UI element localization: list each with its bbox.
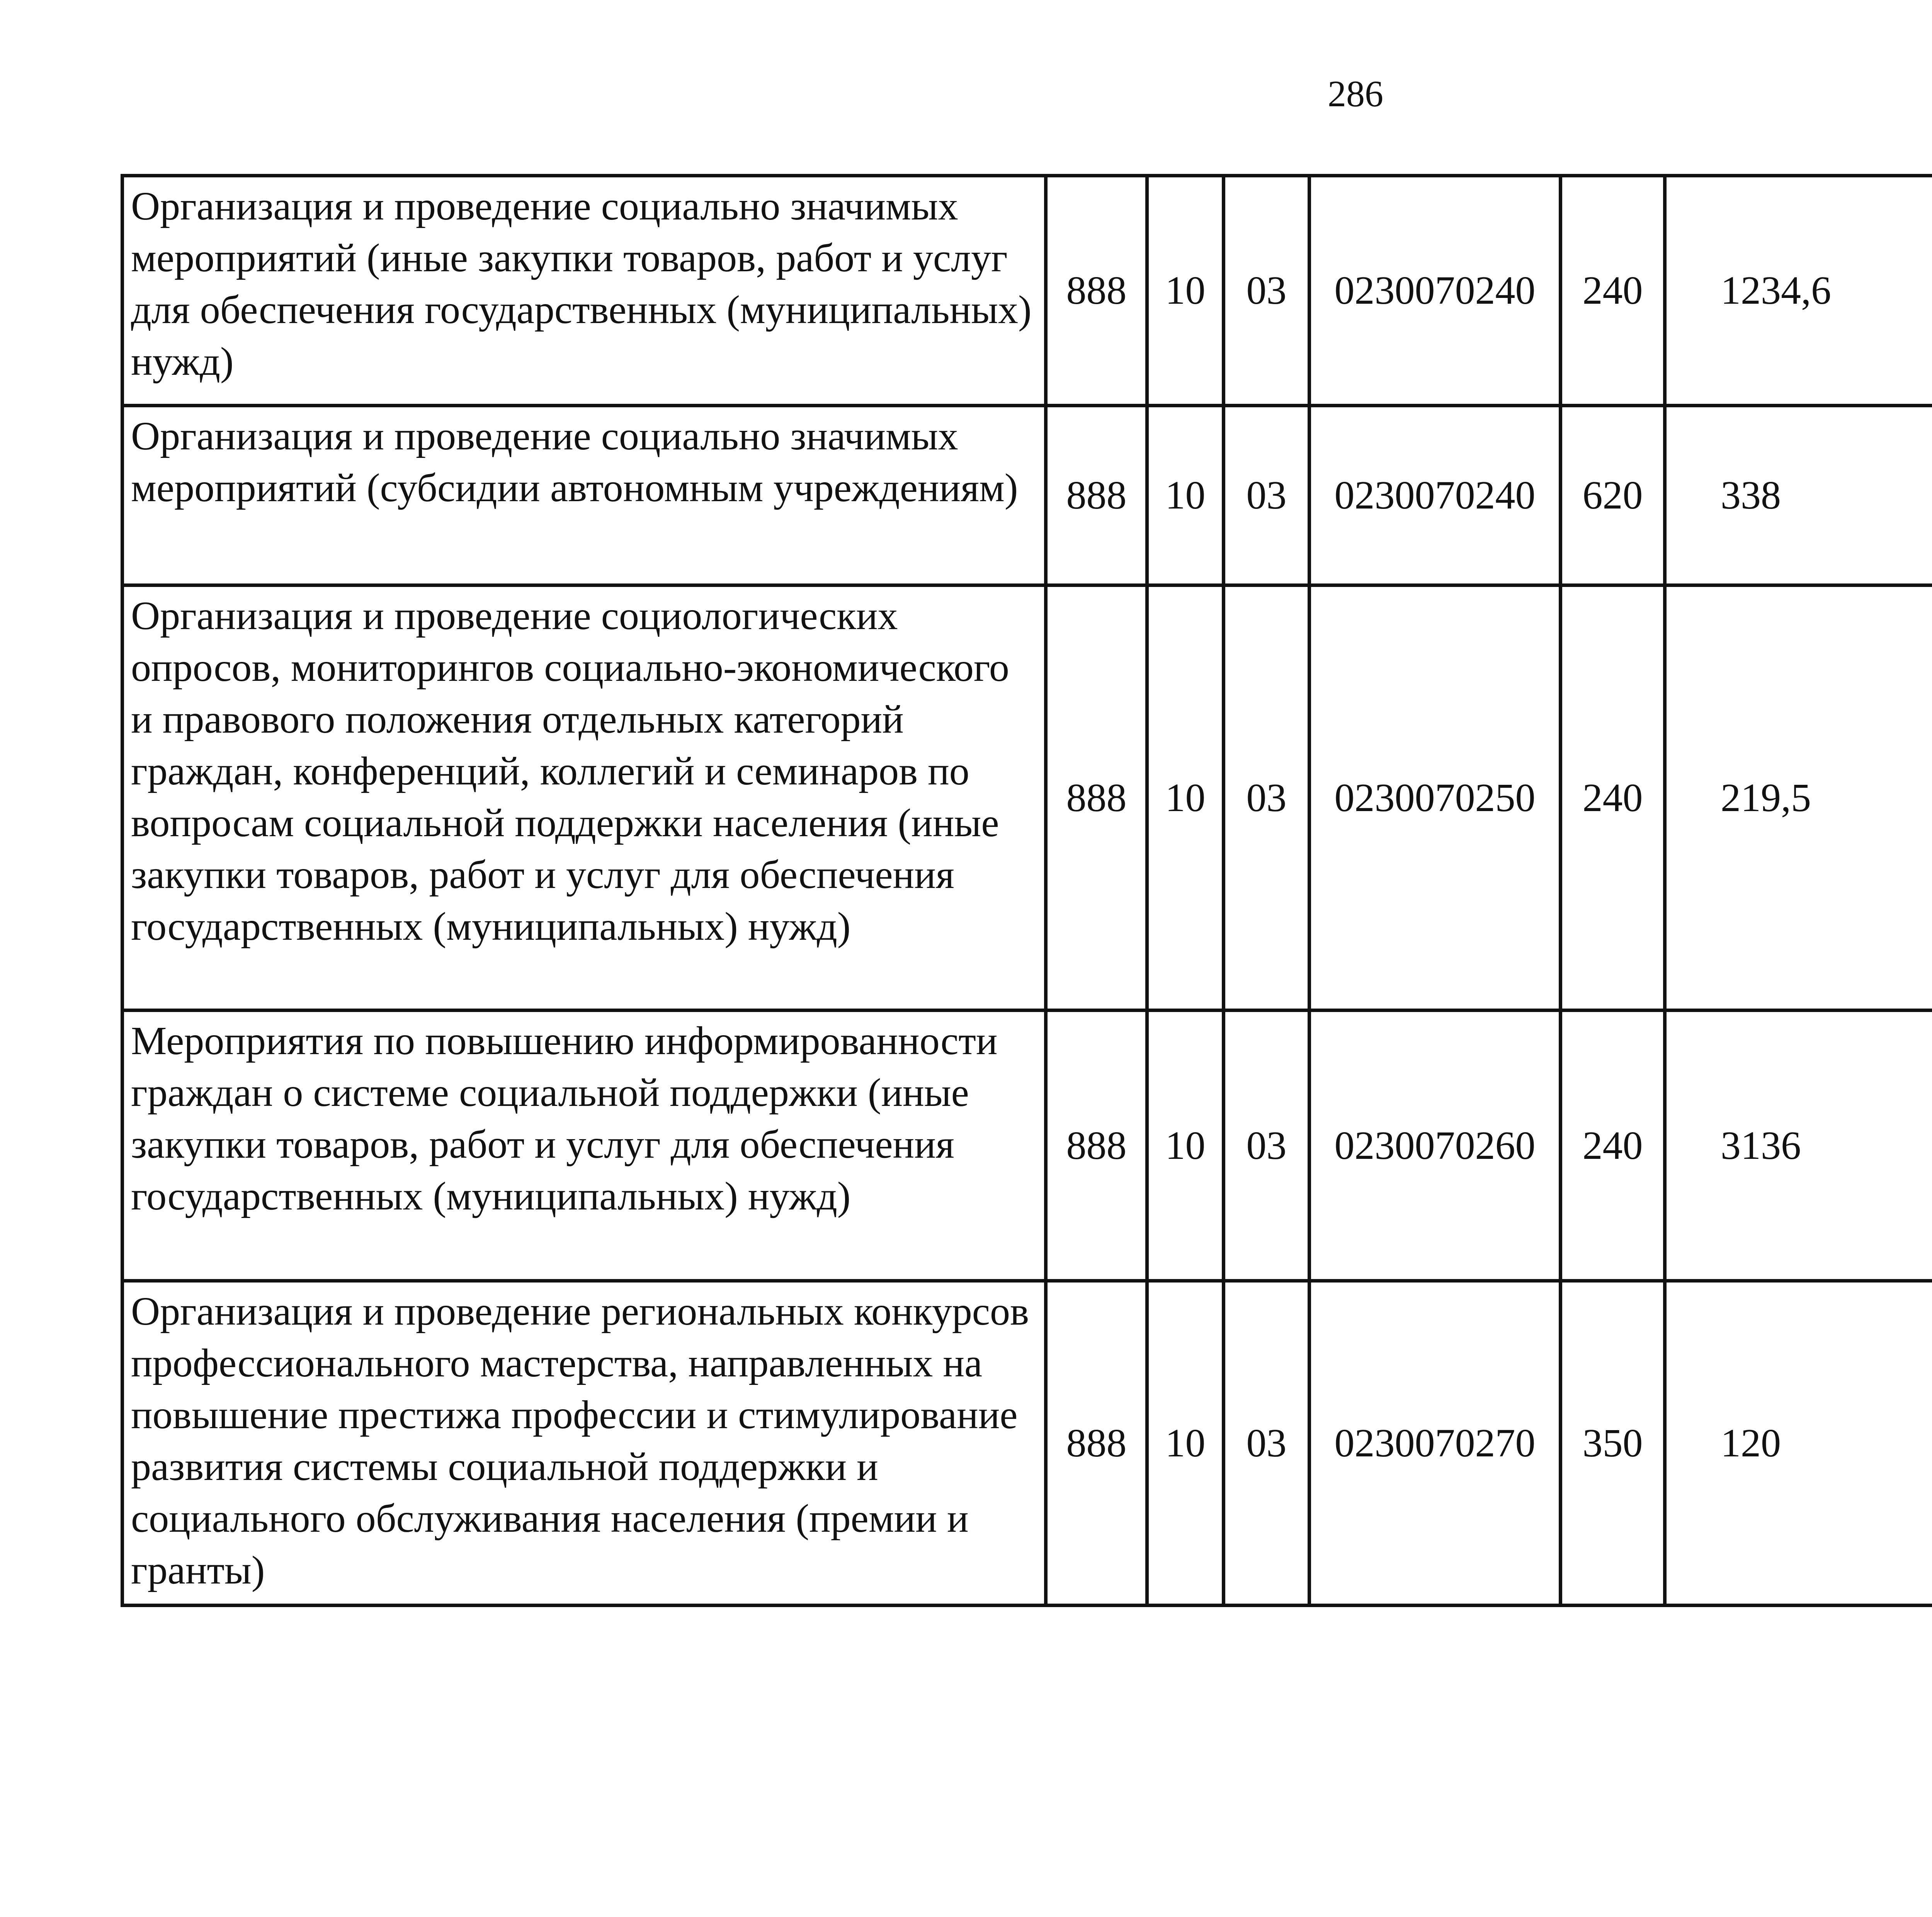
amount-year-1: 3136 (1665, 1010, 1932, 1281)
row-description: Организация и проведение социально значимых мероприятий (субсидии автономным учреждениям) (122, 406, 1046, 585)
table-row (122, 1281, 1932, 1606)
section-code: 10 (1147, 176, 1224, 406)
ministry-code: 888 (1046, 176, 1147, 406)
section-code: 10 (1147, 585, 1224, 1010)
amount-year-1: 120 (1665, 1281, 1932, 1606)
table-row (122, 406, 1932, 585)
row-description: Организация и проведение социально значимых мероприятий (иные закупки товаров, работ и услуг для обеспечения государственных (муниципальных) нужд) (122, 176, 1046, 406)
expense-type-code: 350 (1561, 1281, 1665, 1606)
row-description: Организация и проведение региональных конкурсов профессионального мастерства, направленных на повышение престижа профессии и стимулирование развития системы социальной поддержки и социального обслуживания населения (премии и гранты) (122, 1281, 1046, 1606)
expense-type-code: 240 (1561, 176, 1665, 406)
target-article-code: 0230070240 (1310, 406, 1561, 585)
ministry-code: 888 (1046, 406, 1147, 585)
subsection-code: 03 (1224, 585, 1310, 1010)
subsection-code: 03 (1224, 1281, 1310, 1606)
ministry-code: 888 (1046, 585, 1147, 1010)
expense-type-code: 240 (1561, 1010, 1665, 1281)
expense-type-code: 620 (1561, 406, 1665, 585)
table-row (122, 1010, 1932, 1281)
subsection-code: 03 (1224, 1010, 1310, 1281)
table-row (122, 585, 1932, 1010)
subsection-code: 03 (1224, 406, 1310, 585)
target-article-code: 0230070240 (1310, 176, 1561, 406)
amount-year-1: 1234,6 (1665, 176, 1932, 406)
subsection-code: 03 (1224, 176, 1310, 406)
row-description: Организация и проведение социологических опросов, мониторингов социально-экономического и правового положения отдельных категорий граждан, конференций, коллегий и семинаров по вопросам социальной поддержки населения (иные закупки товаров, работ и услуг для обеспечения государственных (муниципальных) нужд) (122, 585, 1046, 1010)
ministry-code: 888 (1046, 1010, 1147, 1281)
amount-year-1: 338 (1665, 406, 1932, 585)
section-code: 10 (1147, 406, 1224, 585)
section-code: 10 (1147, 1281, 1224, 1606)
target-article-code: 0230070250 (1310, 585, 1561, 1010)
target-article-code: 0230070260 (1310, 1010, 1561, 1281)
budget-table (121, 174, 1932, 1607)
target-article-code: 0230070270 (1310, 1281, 1561, 1606)
amount-year-1: 219,5 (1665, 585, 1932, 1010)
expense-type-code: 240 (1561, 585, 1665, 1010)
section-code: 10 (1147, 1010, 1224, 1281)
table-row (122, 176, 1932, 406)
row-description: Мероприятия по повышению информированности граждан о системе социальной поддержки (иные закупки товаров, работ и услуг для обеспечения государственных (муниципальных) нужд) (122, 1010, 1046, 1281)
ministry-code: 888 (1046, 1281, 1147, 1606)
page-number: 286 (1328, 73, 1383, 114)
